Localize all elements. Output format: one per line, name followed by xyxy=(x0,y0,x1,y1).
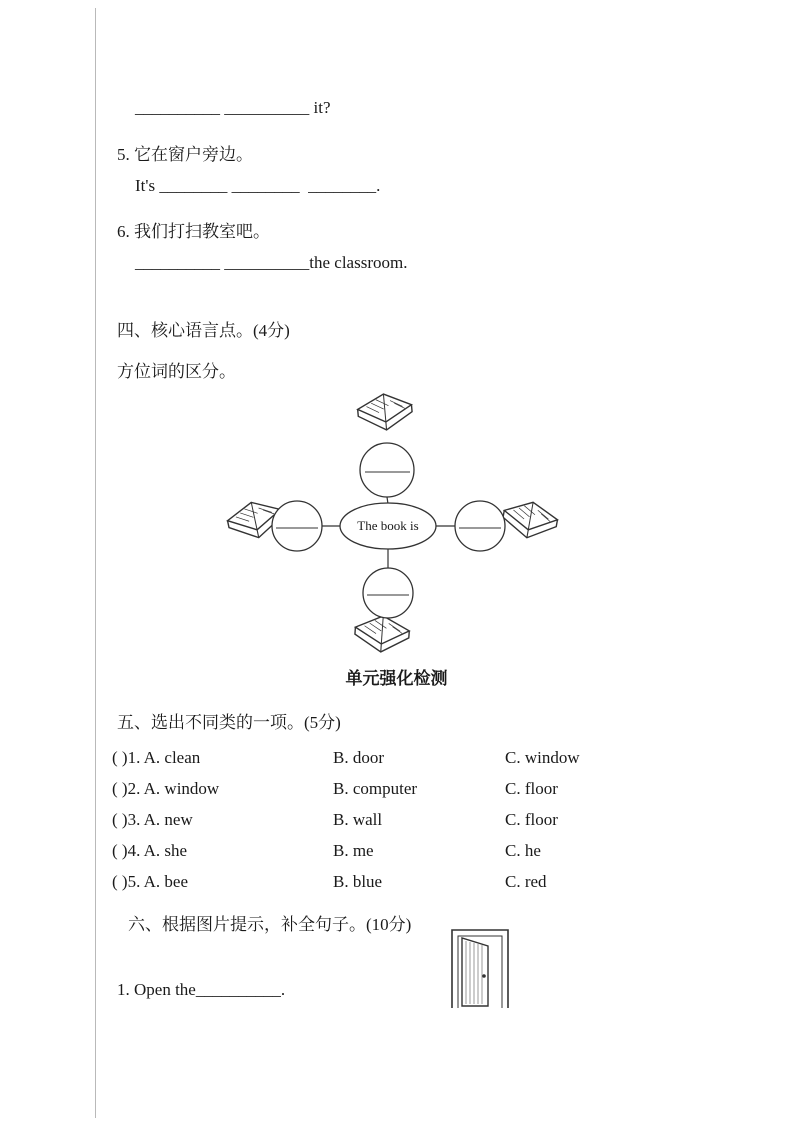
option-b: B. wall xyxy=(333,810,383,829)
option-c: C. floor xyxy=(505,810,558,829)
option-a: ( )5. A. bee xyxy=(112,872,189,891)
answer-circle-left xyxy=(272,501,322,551)
odd-one-out-row-1 xyxy=(112,748,712,772)
option-b: B. me xyxy=(333,841,374,860)
answer-circle-bottom xyxy=(363,568,413,618)
option-b: B. blue xyxy=(333,872,383,891)
book-icon-bottom xyxy=(354,614,410,654)
question-6-chinese: 6. 我们打扫教室吧。 xyxy=(117,222,270,241)
option-c: C. he xyxy=(505,841,541,860)
option-a: ( )3. A. new xyxy=(112,810,193,829)
section-six-title: 六、根据图片提示，补全句子。(10分) xyxy=(128,915,412,934)
odd-one-out-row-5 xyxy=(112,872,712,896)
question-5-english: It's ________ ________ ________. xyxy=(135,176,381,195)
book-icon-right xyxy=(500,498,559,543)
odd-one-out-row-2 xyxy=(112,779,712,803)
option-a: ( )1. A. clean xyxy=(112,748,201,767)
option-b: B. computer xyxy=(333,779,418,798)
odd-one-out-row-4 xyxy=(112,841,712,865)
door-image xyxy=(446,924,514,1010)
odd-one-out-row-3 xyxy=(112,810,712,834)
section-six-question-1: 1. Open the__________. xyxy=(117,980,286,999)
diagram-center-label: The book is xyxy=(357,518,419,533)
door-knob xyxy=(482,974,486,978)
option-a: ( )2. A. window xyxy=(112,779,220,798)
section-five-title: 五、选出不同类的一项。(5分) xyxy=(117,713,341,732)
option-b: B. door xyxy=(333,748,384,767)
section-four-title: 四、核心语言点。(4分) xyxy=(117,321,290,340)
option-c: C. red xyxy=(505,872,547,891)
question-5-chinese: 5. 它在窗户旁边。 xyxy=(117,145,253,164)
page-border-left xyxy=(95,8,96,1118)
blank-line-it: __________ __________ it? xyxy=(135,98,331,117)
preposition-diagram xyxy=(200,388,580,660)
option-c: C. window xyxy=(505,748,580,767)
section-four-subtitle: 方位词的区分。 xyxy=(117,362,236,381)
option-c: C. floor xyxy=(505,779,558,798)
answer-circle-right xyxy=(455,501,505,551)
book-icon-top xyxy=(357,392,414,433)
question-6-english: __________ __________the classroom. xyxy=(135,253,408,272)
answer-circle-top xyxy=(360,443,414,497)
option-a: ( )4. A. she xyxy=(112,841,188,860)
unit-test-title: 单元强化检测 xyxy=(345,669,448,688)
diagram-center-ellipse xyxy=(340,503,436,549)
